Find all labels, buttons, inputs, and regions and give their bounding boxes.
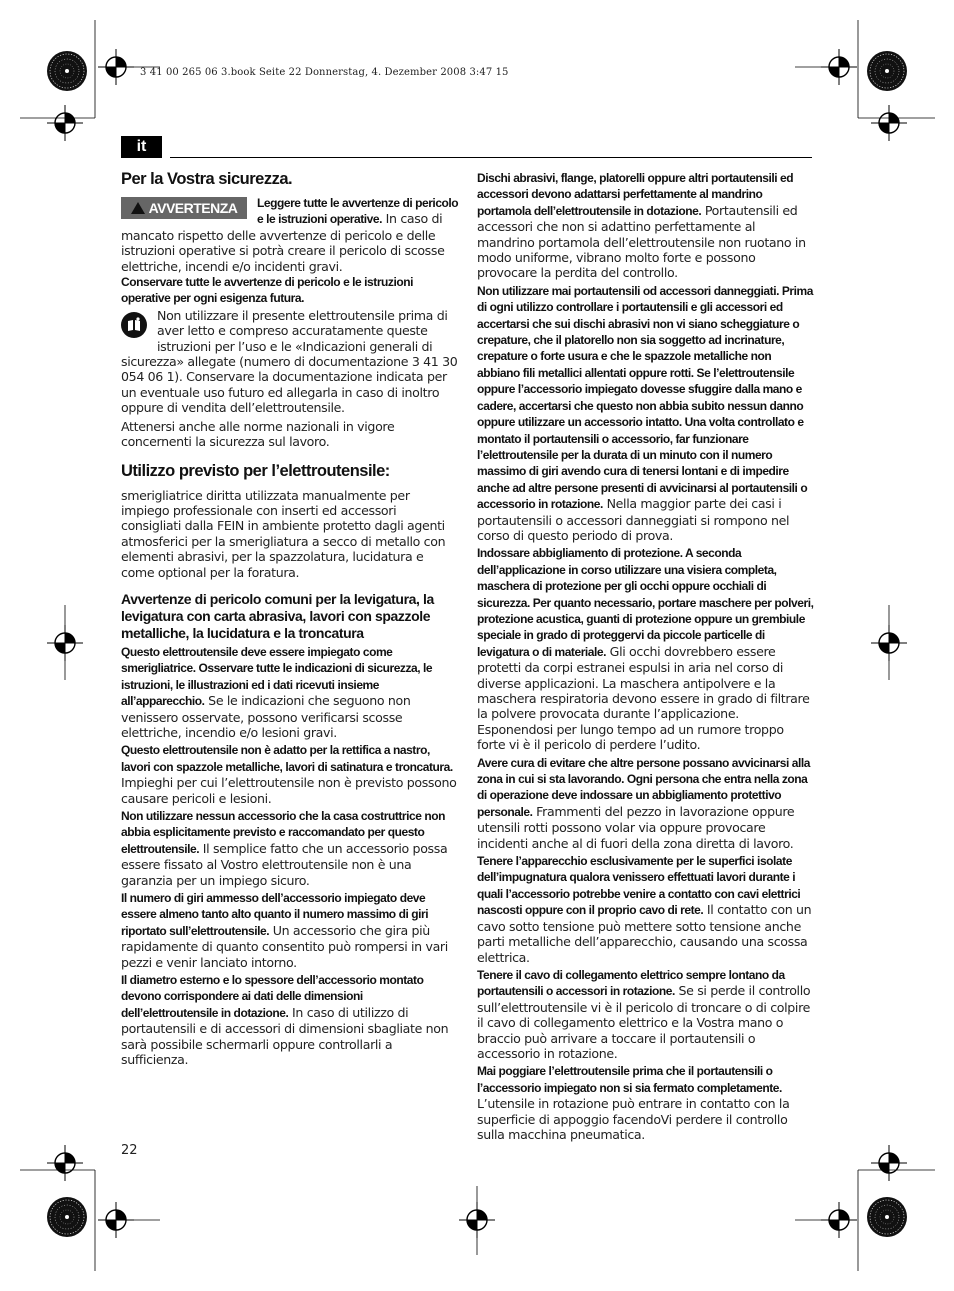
p10 <box>121 972 459 1067</box>
p9 <box>121 890 459 970</box>
p6-text: Se le indicazioni che seguono non venissero osservate, possono verificarsi scosse elettriche, incendio e/o lesioni gravi. <box>121 693 411 740</box>
p6-bold: Questo elettroutensile deve essere impiegato come smerigliatrice. Osservare tutte le indicazioni di sicurezza, le istruzioni, le illustrazioni ed i dati ricevuti insieme all’apparecchio. <box>121 644 433 709</box>
p7-bold: Questo elettroutensile non è adatto per la rettifica a nastro, lavori con spazzole metalliche, lavori di satinatura e troncatura. <box>121 743 453 774</box>
p11 <box>477 170 815 281</box>
p7 <box>121 742 459 806</box>
p14-bold: Avere cura di evitare che altre persone possano avvicinarsi alla zona in cui si sta lavorando. Ogni persona che entra nella zona di operazione deve indossare un abbigliamento protettivo personale. <box>477 755 810 819</box>
right-column <box>477 170 815 1142</box>
p17-bold: Mai poggiare l’elettroutensile prima che il portautensili o l’accessorio impiegato non si sia fermato completamente. <box>477 1064 782 1095</box>
p14 <box>477 755 815 851</box>
header-rule <box>170 157 812 158</box>
p6 <box>121 644 459 740</box>
left-column <box>121 170 459 1068</box>
p7-text: Impieghi per cui l’elettroutensile non è previsto possono causare pericoli e lesioni. <box>121 775 457 806</box>
page-number: 22 <box>121 1143 138 1158</box>
common-warnings-heading: Avvertenze di pericolo comuni per la levigatura, la levigatura con carta abrasiva, lavori con spazzole metalliche, la lucidatura e la troncatura <box>121 590 434 641</box>
p17 <box>477 1063 815 1142</box>
p1-text: In caso di mancato rispetto delle avvertenze di pericolo e delle istruzioni operative si potrà creare il pericolo di scosse elettriche, incendi e/o incidenti gravi. <box>121 211 445 274</box>
warning-badge <box>121 197 247 219</box>
warning-paragraph <box>121 195 459 274</box>
p12-text: Nella maggior parte dei casi i portautensili o accessori danneggiati si rompono nel corso di questo periodo di prova. <box>477 496 790 543</box>
p11-text: Portautensili ed accessori che non si adattino perfettamente al mandrino portamola dell’elettroutensile non ruotano in modo uniforme, vibrano molto forte e possono provocare la perdita del controllo. <box>477 202 806 281</box>
p15-text: Il contatto con un cavo sotto tensione può mettere sotto tensione anche parti metalliche dell’apparecchio, causando una scossa elettrica. <box>477 902 812 965</box>
p15-bold: Tenere l’apparecchio esclusivamente per le superfici isolate dell’impugnatura qualora venissero effettuati lavori durante i quali l’accessorio potrebbe venire a contatto con cavi elettrici nascosti oppure con il proprio cavo di rete. <box>477 854 801 918</box>
p14-text: Frammenti del pezzo in lavorazione oppure utensili rotti possono volar via oppure provocare incidenti anche al di fuori della zona diretta di lavoro. <box>477 803 795 851</box>
p12-bold: Non utilizzare mai portautensili od accessori danneggiati. Prima di ogni utilizzo controllare i portautensili e gli accessori ed accertarsi che sui dischi abrasivi non vi siano scheggiature o crepature, che il platorello non sia soggetto ad incrinature, crepature o forte usura e che le spazzole metalliche non abbiano fili metallici allentati oppure rotti. Se l’elettroutensile oppure l’accessorio impiegato dovesse sfuggire dalla mano e cadere, accertarsi che questo non abbia subito nessun danno oppure utilizzare un accessorio intatto. Una volta controllato e montato il portautensili o accessorio, far funzionare l’elettroutensile per la durata di un minuto con il numero massimo di giri avendo cura di tenersi lontani e di impedire anche ad altre persone presenti di avvicinarsi al portautensili o accessorio in rotazione. <box>477 283 813 512</box>
p13 <box>477 545 815 752</box>
p4: Attenersi anche alle norme nazionali in vigore concernenti la sicurezza sul lavoro. <box>121 418 395 450</box>
use-heading: Utilizzo previsto per l’elettroutensile: <box>121 461 390 480</box>
p2 <box>121 274 459 307</box>
p10-text: In caso di utilizzo di portautensili e di accessori di dimensioni sbagliate non sarà possibile schermarli oppure controllarli a sufficienza. <box>121 1004 449 1068</box>
p13-text: Gli occhi dovrebbero essere protetti da corpi estranei espulsi in aria nel corso di diverse applicazioni. La maschera antipolvere e la maschera respiratoria devono essere in grado di filtrare la polvere provocata durante l’applicazione. Esponendosi per lungo tempo ad un rumore troppo forte vi è il pericolo di perdere l’udito. <box>477 643 810 753</box>
p11-bold: Dischi abrasivi, flange, platorelli oppure altri portautensili ed accessori devono adattarsi perfettamente al mandrino portamola dell’elettroutensile in dotazione. <box>477 171 794 218</box>
safety-heading: Per la Vostra sicurezza. <box>121 170 293 188</box>
p12 <box>477 283 815 544</box>
p15 <box>477 853 815 965</box>
p5: smerigliatrice diritta utilizzata manualmente per impiego professionale con inserti ed accessori consigliati dalla FEIN in ambiente protetto dagli agenti atmosferici per la smerigliatura a secco di metallo con elementi abrasivi, per la spazzolatura, lucidatura e come optional per la foratura. <box>121 487 446 580</box>
language-tab: it <box>121 136 162 158</box>
p13-bold: Indossare abbigliamento di protezione. A seconda dell’applicazione in corso utilizzare una visiera completa, maschera di protezione per gli occhi oppure occhiali di sicurezza. Per quanto necessario, portare maschere per polveri, protezione acustica, guanti di protezione oppure un grembiule speciale in grado di proteggervi da piccole particelle di levigatura o di materiale. <box>477 546 814 659</box>
p1-bold: Leggere tutte le avvertenze di pericolo e le istruzioni operative. <box>257 196 459 227</box>
p9-text: Un accessorio che gira più rapidamente di quanto consentito può rompersi in vari pezzi e venir lanciato intorno. <box>121 922 448 970</box>
p2-bold: Conservare tutte le avvertenze di pericolo e le istruzioni operative per ogni esigenza futura. <box>121 275 413 306</box>
read-manual-icon <box>121 312 147 338</box>
p8-bold: Non utilizzare nessun accessorio che la casa costruttrice non abbia esplicitamente previsto e raccomandato per questo elettroutensile. <box>121 809 446 856</box>
warning-badge-label: AVVERTENZA <box>148 200 238 216</box>
p9-bold: Il numero di giri ammesso dell’accessorio impiegato deve essere almeno tanto alto quanto il numero massimo di giri riportato sull’elettroutensile. <box>121 891 429 938</box>
p16-bold: Tenere il cavo di collegamento elettrico sempre lontano da portautensili o accessori in rotazione. <box>477 967 785 999</box>
print-info-header: 3 41 00 265 06 3.book Seite 22 Donnerstag, 4. Dezember 2008 3:47 15 <box>140 67 509 78</box>
warning-triangle-icon <box>131 202 145 214</box>
p3 <box>121 308 459 416</box>
p8 <box>121 808 459 888</box>
p3-text: Non utilizzare il presente elettroutensile prima di aver letto e compreso accuratamente queste istruzioni per l’uso e le «Indicazioni generali di sicurezza» allegate (numero di documentazione 3 41 30 054 06 1). Conservare la documentazione indicata per un eventuale uso futuro ed allegarla in caso di inoltro oppure di vendita dell’elettroutensile. <box>121 307 458 416</box>
p17-text: L’utensile in rotazione può entrare in contatto con la superficie di appoggio facendoVi perdere il controllo sulla macchina pneumatica. <box>477 1096 790 1142</box>
p16 <box>477 967 815 1061</box>
p10-bold: Il diametro esterno e lo spessore dell’accessorio montato devono corrispondere ai dati delle dimensioni dell’elettroutensile in dotazione. <box>121 973 424 1020</box>
p8-text: Il semplice fatto che un accessorio possa essere fissato al Vostro elettroutensile non è una garanzia per un impiego sicuro. <box>121 840 448 888</box>
p16-text: Se si perde il controllo sull’elettroutensile vi è il pericolo di troncare o di colpire il cavo di collegamento elettrico e la Vostra mano o braccio può arrivare a toccare il portautensili o accessorio in rotazione. <box>477 983 811 1061</box>
